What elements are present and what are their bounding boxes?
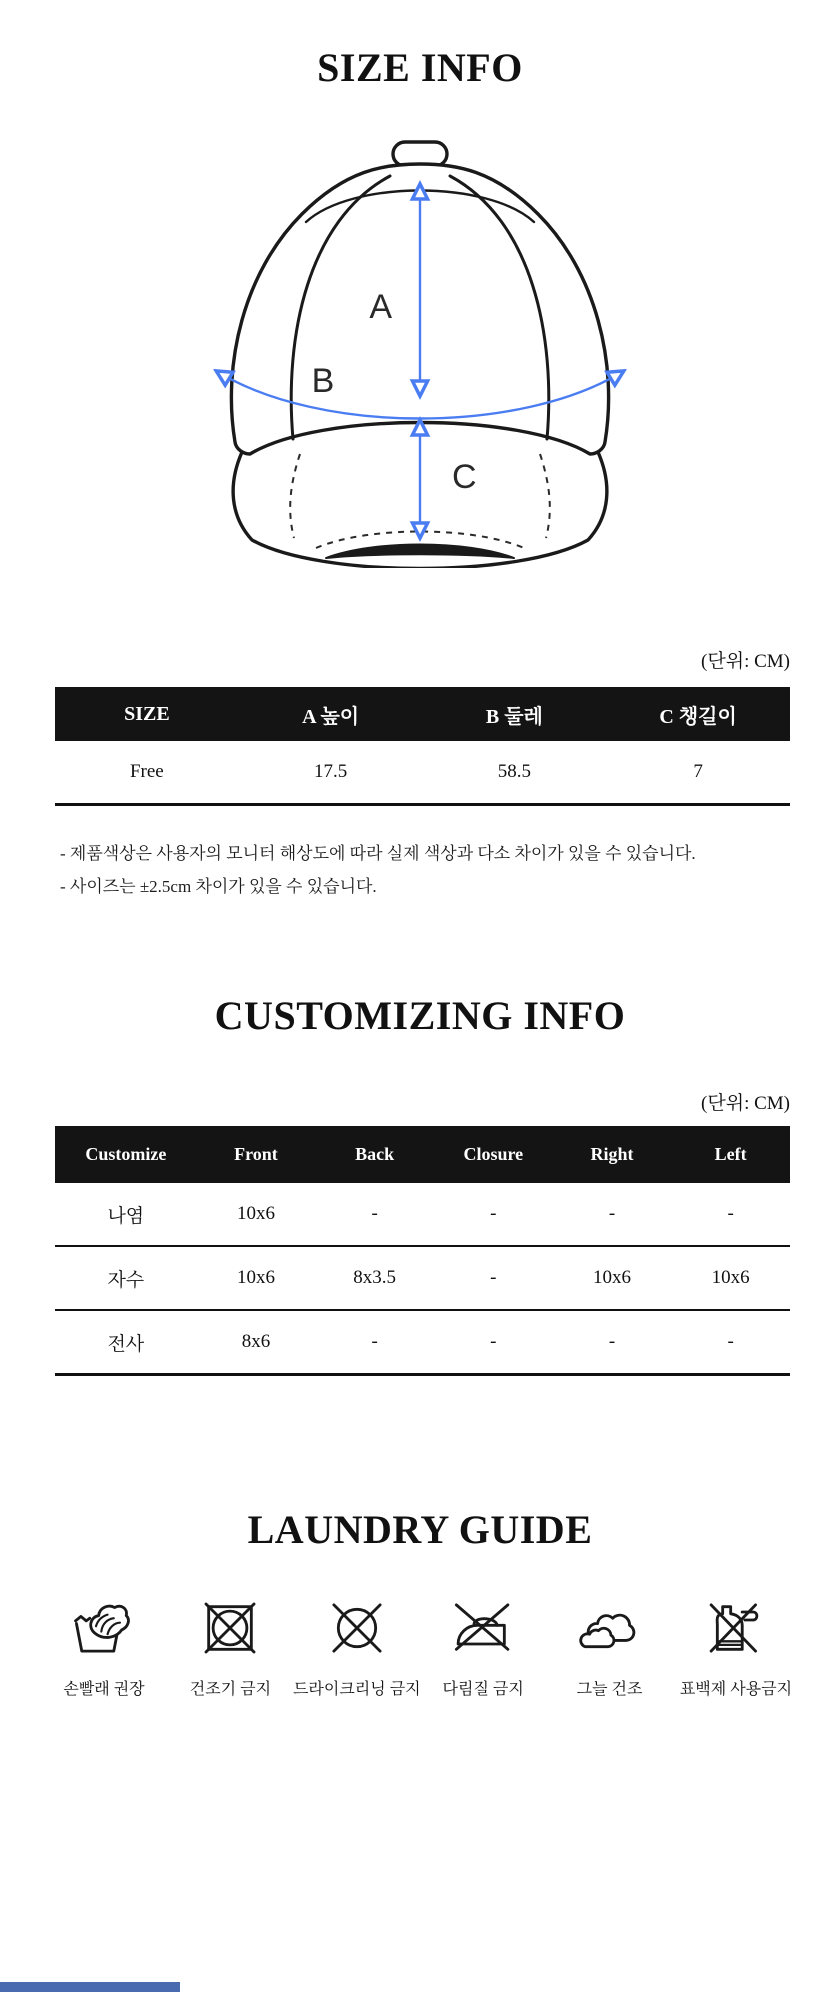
laundry-guide-title: LAUNDRY GUIDE — [247, 1507, 593, 1552]
customizing-table-cell: - — [434, 1310, 553, 1375]
no-dry-clean-icon — [325, 1596, 389, 1660]
customizing-table-cell: - — [671, 1310, 790, 1375]
size-note-line: - 제품색상은 사용자의 모니터 해상도에 따라 실제 색상과 다소 차이가 있을 수 있습니다. — [60, 844, 696, 863]
customizing-table-cell: - — [671, 1183, 790, 1246]
customizing-table — [55, 1126, 790, 1376]
customizing-table-cell: - — [553, 1310, 672, 1375]
size-table-cell: 17.5 — [239, 741, 423, 805]
customizing-table-cell: - — [553, 1183, 672, 1246]
laundry-label: 표백제 사용금지 — [679, 1681, 793, 1698]
customizing-unit-note: (단위: CM) — [701, 1093, 790, 1114]
measure-label-a: A — [369, 288, 392, 326]
cap-diagram-svg — [160, 136, 680, 568]
no-iron-icon — [451, 1596, 515, 1660]
size-table-header: SIZE — [55, 687, 239, 741]
cap-size-diagram — [160, 136, 680, 573]
customizing-table-row — [55, 1183, 790, 1246]
customizing-table-cell: - — [434, 1183, 553, 1246]
laundry-label: 그늘 건조 — [576, 1681, 643, 1698]
measure-label-b: B — [311, 362, 335, 400]
laundry-item-no-dry-clean — [292, 1596, 421, 1699]
size-table — [55, 687, 790, 806]
customizing-table-header: Closure — [434, 1126, 553, 1183]
laundry-item-hand-wash — [42, 1596, 166, 1699]
size-table-cell: Free — [55, 741, 239, 805]
size-note-line: - 사이즈는 ±2.5cm 차이가 있을 수 있습니다. — [60, 877, 377, 896]
size-table-header: A 높이 — [239, 687, 423, 741]
size-unit-note: (단위: CM) — [701, 651, 790, 672]
customizing-table-cell: - — [315, 1310, 434, 1375]
laundry-icons-row — [42, 1596, 798, 1699]
measure-label-c: C — [452, 458, 477, 496]
customizing-info-title: CUSTOMIZING INFO — [214, 993, 626, 1038]
size-notes — [60, 842, 800, 908]
customizing-table-cell: - — [434, 1246, 553, 1310]
customizing-table-header: Front — [197, 1126, 316, 1183]
laundry-item-no-tumble-dry — [168, 1596, 292, 1699]
customizing-table-cell: 전사 — [55, 1310, 197, 1375]
size-table-header-row — [55, 687, 790, 741]
customizing-table-cell: 10x6 — [553, 1246, 672, 1310]
customizing-table-row — [55, 1246, 790, 1310]
laundry-item-no-iron — [421, 1596, 545, 1699]
laundry-label: 건조기 금지 — [189, 1681, 272, 1698]
customizing-table-cell: 8x6 — [197, 1310, 316, 1375]
size-info-title: SIZE INFO — [317, 45, 523, 90]
laundry-item-no-bleach — [674, 1596, 798, 1699]
customizing-table-header: Right — [553, 1126, 672, 1183]
bottom-section-divider — [0, 1982, 180, 1992]
customizing-table-cell: 자수 — [55, 1246, 197, 1310]
size-table-header: B 둘레 — [423, 687, 607, 741]
no-bleach-icon — [704, 1596, 768, 1660]
size-table-row — [55, 741, 790, 805]
customizing-table-header-row — [55, 1126, 790, 1183]
customizing-table-header: Customize — [55, 1126, 197, 1183]
size-table-cell: 7 — [606, 741, 790, 805]
laundry-label: 손빨래 권장 — [63, 1681, 145, 1698]
shade-dry-icon — [578, 1596, 642, 1660]
laundry-item-shade-dry — [548, 1596, 672, 1699]
hand-wash-icon — [72, 1596, 136, 1660]
customizing-table-cell: 10x6 — [197, 1246, 316, 1310]
customizing-table-cell: - — [315, 1183, 434, 1246]
customizing-table-cell: 8x3.5 — [315, 1246, 434, 1310]
customizing-table-cell: 나염 — [55, 1183, 197, 1246]
size-table-header: C 챙길이 — [606, 687, 790, 741]
customizing-table-cell: 10x6 — [671, 1246, 790, 1310]
size-table-cell: 58.5 — [423, 741, 607, 805]
no-tumble-dry-icon — [198, 1596, 262, 1660]
customizing-table-row — [55, 1310, 790, 1375]
laundry-label: 다림질 금지 — [442, 1681, 524, 1698]
customizing-table-cell: 10x6 — [197, 1183, 316, 1246]
customizing-table-header: Left — [671, 1126, 790, 1183]
customizing-table-header: Back — [315, 1126, 434, 1183]
laundry-label: 드라이크리닝 금지 — [292, 1681, 421, 1698]
